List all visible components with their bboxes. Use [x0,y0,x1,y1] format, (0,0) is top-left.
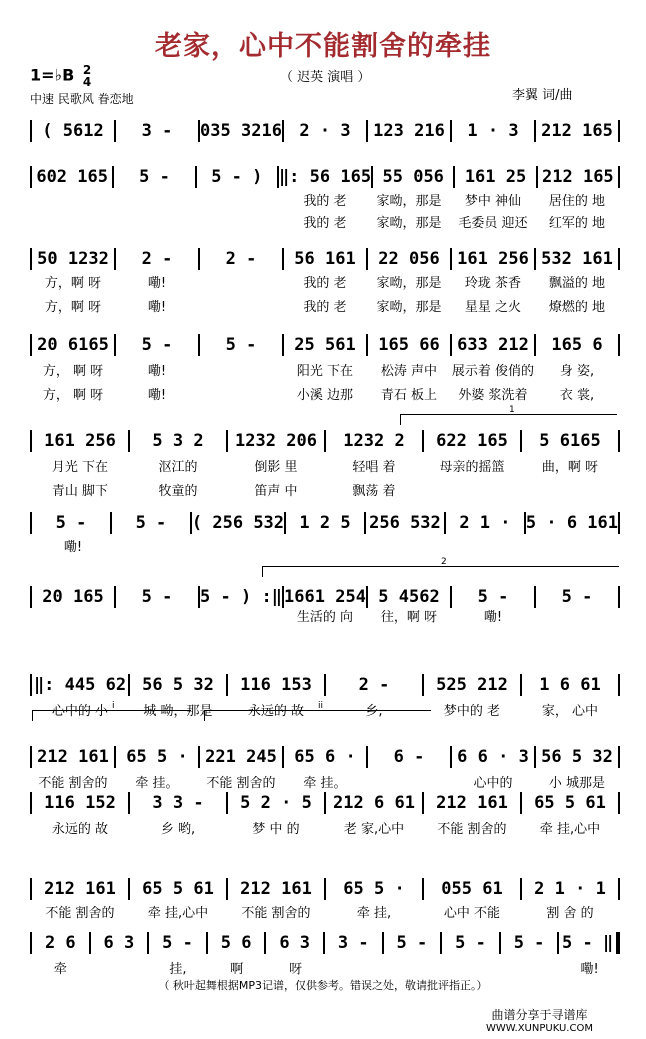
lyric-word: 割 舍 的 [546,906,594,921]
lyric-line [30,772,620,791]
lyric-word [91,958,148,977]
lyric-word [444,958,501,977]
staff-line [30,876,620,902]
measure: 5 4562 [378,587,440,607]
lyric-line [30,190,620,209]
measure: 22 056 [378,249,440,269]
barline [618,792,620,814]
measure: 1 · 3 [467,121,519,141]
lyric-word: 家呦，那是 [376,276,442,291]
measure: 5 - [162,933,193,953]
lyric-word: 啊 [230,962,244,977]
barline [618,248,620,270]
measure: 212 161 [37,747,109,767]
lyric-word [32,212,114,231]
lyric-word: 曲，啊 呀 [541,460,599,475]
measure: 1 6 61 [539,675,601,695]
measure: 035 3216 [200,121,282,141]
lyric-word: 乡, [365,704,383,719]
measure: 2 · 3 [299,121,351,141]
measure: 5 · 6 161 [525,513,619,533]
footnote: （ 秋叶起舞根据MP3记谱，仅供参考。错误之处，敬请批评指正。） [158,979,488,992]
lyric-word: 嘞! [147,388,167,403]
measure: 212 6 61 [333,793,415,813]
barline [618,586,620,608]
measure: 25 561 [294,335,356,355]
lyric-line [30,296,620,315]
lyric-word [200,272,282,291]
lyric-word: 梦中 神仙 [464,194,522,209]
singer-credit: （ 迟英 演唱 ） [280,70,371,85]
staff-line [30,510,620,536]
lyric-word: 方，啊 呀 [44,276,102,291]
tempo-marking: 中速 民歌风 眷恋地 [30,92,134,106]
measure: 5 - [141,587,173,607]
staff-line [30,672,620,698]
lyric-word: 永远的 故 [51,822,109,837]
measure: 3 - [141,121,173,141]
measure: 212 165 [542,167,614,187]
lyric-word [452,536,534,555]
measure: 1 2 5 [299,513,351,533]
measure: 1661 254 [284,587,366,607]
lyric-word: 轻唱 着 [352,460,396,475]
lyric-word [200,360,282,379]
measure: ( 5612 [42,121,104,141]
measure: 5 - [513,933,545,953]
barline [618,512,620,534]
watermark-url: WWW.XUNPUKU.COM [486,1023,593,1034]
lyric-word [200,606,282,625]
lyric-word: 展示着 俊俏的 [451,364,535,379]
measure: 55 056 [382,167,444,187]
lyric-word: 不能 割舍的 [437,822,507,837]
lyric-word: 家， 心中 [541,704,599,719]
lyric-line [30,272,620,291]
lyric-word: 飘溢的 地 [548,276,606,291]
lyric-line [30,536,620,555]
volta-2-label: 2 [441,557,447,567]
lyric-word: 外婆 浆洗着 [458,388,528,403]
measure: 56 5 32 [541,747,613,767]
lyric-word: 嘞! [147,300,167,315]
lyric-word [200,212,282,231]
lyric-word [200,536,282,555]
volta-i-label: i [112,701,115,711]
measure: 5 3 2 [152,431,204,451]
lyric-word: 松涛 声中 [380,364,437,379]
lyric-word [32,606,114,625]
lyric-word: 牵 挂, [356,906,392,921]
staff-line [30,428,620,454]
lyric-word: 玲珑 茶香 [464,276,522,291]
lyric-word [116,212,198,231]
lyric-word: 我的 老 [303,216,347,231]
lyric-line [30,384,620,403]
measure: 5 6 [220,933,252,953]
volta-ii-label: ii [318,701,324,711]
lyric-word: 永远的 故 [247,704,305,719]
lyric-word: 家呦，那是 [376,300,442,315]
measure: 633 212 [457,335,529,355]
measure: 2 1 · 1 [534,879,606,899]
measure: 20 6165 [37,335,109,355]
barline [618,746,620,768]
lyric-word: 牧童的 [158,484,198,499]
lyric-word: 沤江的 [158,460,198,475]
lyric-word: 居住的 地 [548,194,606,209]
lyric-line [30,360,620,379]
measure: 5 - [477,587,509,607]
lyric-word [368,772,450,791]
barline [618,674,620,696]
measure: 6 6 · 3 [457,747,529,767]
measure: 532 161 [541,249,613,269]
lyric-word: 城 呦，那是 [143,704,213,719]
lyric-word: 乡 哟, [160,822,196,837]
lyric-word: 心中的 小 [51,704,109,719]
measure: ‖: 56 165 [278,167,372,187]
lyric-word [326,958,383,977]
measure: 5 - [455,933,486,953]
measure: 6 - [393,747,425,767]
measure: 65 5 · [343,879,405,899]
lyric-line [30,958,620,977]
lyric-word [502,958,559,977]
lyric-word: 青山 脚下 [51,484,109,499]
lyric-word: 笛声 中 [254,484,298,499]
measure: 6 3 [103,933,135,953]
lyric-word: 生活的 向 [296,610,354,625]
watermark-text: 曲谱分享于寻谱库 [491,1008,588,1022]
lyric-word [536,606,618,625]
time-signature [83,64,91,88]
lyric-word: 牵 挂,心中 [147,906,209,921]
volta-bracket-1 [400,405,617,425]
staff-line [30,164,620,190]
lyric-word: 倒影 里 [254,460,298,475]
measure: 221 245 [205,747,277,767]
lyric-word: 衣 裳, [559,388,595,403]
volta-bracket-ii [204,701,431,721]
song-title: 老家，心中不能割舍的牵挂 [155,31,491,62]
barline [618,120,620,142]
measure: 5 - [141,335,173,355]
measure: 1232 2 [343,431,405,451]
lyric-word: 心中 不能 [443,906,501,921]
lyric-line [30,212,620,231]
lyric-word: 梦中的 老 [443,704,501,719]
measure: 165 6 [551,335,603,355]
measure: 5 - [396,933,428,953]
staff-line [30,930,620,956]
lyric-line [30,480,620,499]
lyric-word: 我的 老 [303,194,347,209]
barline [616,932,620,954]
staff-line [30,246,620,272]
lyric-word: 呀 [289,962,303,977]
measure: 65 5 · [126,747,188,767]
lyric-word [200,296,282,315]
lyric-word: 方， 啊 呀 [42,364,104,379]
measure: 2 6 [44,933,76,953]
measure: 212 161 [44,879,116,899]
lyric-line [30,456,620,475]
measure: 5 6165 [539,431,601,451]
measure: 3 - [337,933,369,953]
lyric-word: 往，啊 呀 [380,610,438,625]
measure: 3 3 - [152,793,204,813]
measure: 212 165 [541,121,613,141]
measure: ‖: 445 62 [33,675,127,695]
measure: 65 5 61 [142,879,214,899]
lyric-word [284,536,366,555]
measure: 65 5 61 [534,793,606,813]
lyric-word: 身 姿, [559,364,595,379]
measure: 5 - ) :‖ [200,587,282,607]
measure: 65 6 · [294,747,356,767]
measure: 2 - [358,675,390,695]
barline [618,878,620,900]
lyric-word: 不能 割舍的 [38,776,108,791]
lyric-word: 方，啊 呀 [44,300,102,315]
barline [618,430,620,452]
lyric-word: 毛委员 迎还 [458,216,528,231]
time-top: 2 [82,63,92,77]
lyric-word [200,384,282,403]
lyric-word [116,190,198,209]
lyric-word: 青石 板上 [380,388,438,403]
lyric-word: 挂, [169,962,187,977]
lyric-word: 嘞! [483,610,503,625]
lyric-word: 牵 [53,962,67,977]
lyric-line [30,606,620,625]
lyric-word: 不能 割舍的 [45,906,115,921]
measure: 161 256 [457,249,529,269]
measure: 161 25 [464,167,527,187]
lyric-word: 小溪 边那 [296,388,354,403]
lyric-line [30,902,620,921]
lyric-word [368,536,450,555]
lyric-word: 红军的 地 [548,216,606,231]
measure: 2 - [141,249,173,269]
watermark [486,1008,593,1036]
time-bottom: 4 [82,75,92,89]
measure: 20 165 [42,587,104,607]
lyric-word: 阳光 下在 [296,364,354,379]
measure: 56 161 [294,249,356,269]
volta-1-label: 1 [509,405,515,415]
lyric-line [30,818,620,837]
barline [618,334,620,356]
lyric-word: 嘞! [63,540,83,555]
staff-line [30,744,620,770]
lyric-word: 心中的 [473,776,513,791]
measure: 622 165 [436,431,508,451]
key-signature [30,64,91,88]
lyric-word: 嘞! [580,962,599,977]
lyric-word: 星星 之火 [464,300,522,315]
measure: 212 161 [436,793,508,813]
measure: 2 1 · [459,513,511,533]
measure: 5 - [225,335,257,355]
measure: 123 216 [373,121,445,141]
composer-credit: 李翼 词/曲 [512,88,573,103]
measure: 5 - [561,587,593,607]
measure: 602 165 [36,167,108,187]
measure: 256 532 [369,513,441,533]
lyric-word: 方， 啊 呀 [42,388,104,403]
lyric-word: 不能 割舍的 [241,906,311,921]
measure: 5 - ‖ [562,933,614,953]
measure: ( 256 532 [191,513,285,533]
measure: 56 5 32 [142,675,214,695]
lyric-word [536,536,618,555]
measure: 5 - ) [211,167,263,187]
staff-line [30,118,620,144]
lyric-word: 牵 挂,心中 [539,822,601,837]
lyric-word: 嘞! [147,276,167,291]
measure: 50 1232 [37,249,109,269]
lyric-word [424,480,520,499]
lyric-word: 牵 挂。 [135,776,179,791]
lyric-word: 梦 中 的 [252,822,300,837]
lyric-word: 老 家,心中 [343,822,405,837]
lyric-word: 嘞! [147,364,167,379]
measure: 212 161 [240,879,312,899]
measure: 5 2 · 5 [240,793,312,813]
lyric-word [385,958,442,977]
volta-bracket-2 [262,557,619,577]
measure: 116 152 [44,793,116,813]
lyric-word: 燎燃的 地 [548,300,606,315]
lyric-word [200,190,282,209]
lyric-word: 月光 下在 [51,460,109,475]
measure: 5 - [135,513,167,533]
measure: 6 3 [279,933,311,953]
measure: 5 - [55,513,87,533]
measure: 1232 206 [235,431,317,451]
lyric-word [32,190,114,209]
lyric-word: 母亲的摇篮 [439,460,505,475]
measure: 161 256 [44,431,116,451]
measure: 525 212 [436,675,508,695]
lyric-word [522,480,618,499]
lyric-word: 我的 老 [303,300,347,315]
lyric-word [116,606,198,625]
staff-line [30,790,620,816]
lyric-word: 家呦，那是 [376,194,442,209]
measure: 165 66 [378,335,440,355]
lyric-word: 不能 割舍的 [206,776,276,791]
lyric-word: 飘荡 着 [352,484,396,499]
measure: 055 61 [441,879,503,899]
lyric-word [116,536,198,555]
measure: 2 - [225,249,257,269]
staff-line [30,332,620,358]
key-label: 1=♭B [30,65,75,85]
lyric-word: 家呦，那是 [376,216,442,231]
measure: 5 - [139,167,170,187]
lyric-word: 我的 老 [303,276,347,291]
measure: 116 153 [240,675,312,695]
barline [618,166,620,188]
lyric-word: 牵 挂。 [303,776,347,791]
lyric-word: 小 城那是 [548,776,606,791]
